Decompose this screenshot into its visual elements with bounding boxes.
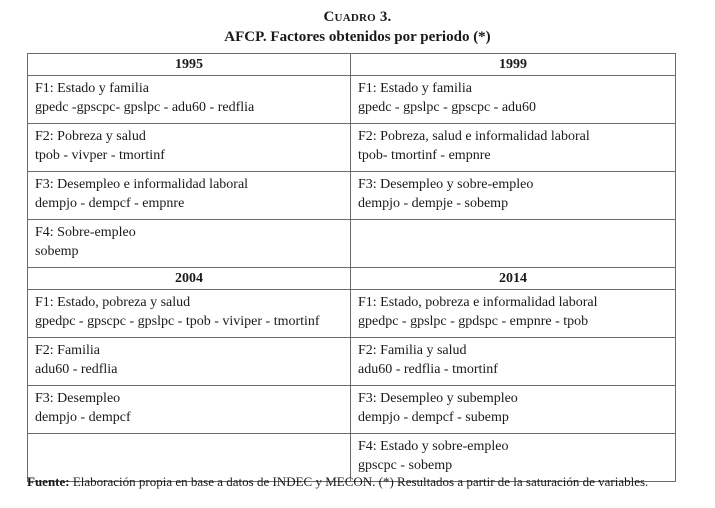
factor-cell <box>351 172 676 220</box>
table-row <box>28 124 676 172</box>
factor-variables: dempjo - dempcf - subemp <box>358 410 509 425</box>
table-title: AFCP. Factores obtenidos por periodo (*) <box>224 29 491 45</box>
factor-variables: tpob- tmortinf - empnre <box>358 148 491 163</box>
factor-cell <box>28 76 351 124</box>
factor-variables: gpscpc - sobemp <box>358 458 453 473</box>
factor-name: F2: Familia <box>35 343 100 358</box>
factor-variables: adu60 - redflia <box>35 362 118 377</box>
factor-variables: tpob - vivper - tmortinf <box>35 148 165 163</box>
factor-name: F3: Desempleo <box>35 391 121 406</box>
factor-variables: gpedc - gpslpc - gpscpc - adu60 <box>358 100 537 115</box>
table-row <box>28 338 676 386</box>
factor-name: F2: Pobreza y salud <box>35 129 146 144</box>
factor-name: F2: Pobreza, salud e informalidad laboral <box>358 129 590 144</box>
factor-name: F4: Sobre-empleo <box>35 225 136 240</box>
factor-variables: gpedc -gpscpc- gpslpc - adu60 - redflia <box>35 100 255 115</box>
factor-name: F2: Familia y salud <box>358 343 467 358</box>
table-number: Cuadro 3. <box>323 9 392 25</box>
factor-cell <box>351 124 676 172</box>
year-header-row <box>28 54 676 76</box>
factor-name: F1: Estado, pobreza y salud <box>35 295 191 310</box>
year-header-2004: 2004 <box>28 268 351 290</box>
factor-cell <box>28 386 351 434</box>
factor-cell <box>28 338 351 386</box>
year-header-1999: 1999 <box>351 54 676 76</box>
factors-table <box>27 53 676 482</box>
factor-variables: gpedpc - gpslpc - gpdspc - empnre - tpob <box>358 314 589 329</box>
factor-name: F4: Estado y sobre-empleo <box>358 439 509 454</box>
factor-variables: sobemp <box>35 244 79 259</box>
factor-variables: dempjo - dempcf <box>35 410 131 425</box>
factor-cell <box>351 338 676 386</box>
year-header-2014: 2014 <box>351 268 676 290</box>
table-row <box>28 220 676 268</box>
factor-variables: dempjo - dempcf - empnre <box>35 196 185 211</box>
source-note <box>27 474 648 490</box>
factor-variables: adu60 - redflia - tmortinf <box>358 362 498 377</box>
factor-cell <box>351 76 676 124</box>
factor-name: F3: Desempleo e informalidad laboral <box>35 177 249 192</box>
year-header-1995: 1995 <box>28 54 351 76</box>
source-label: Fuente: <box>27 474 70 489</box>
factor-cell <box>28 172 351 220</box>
factor-cell <box>28 220 351 268</box>
factor-cell <box>28 124 351 172</box>
source-text: Elaboración propia en base a datos de INDEC y MECON. (*) Resultados a partir de la saturación de variables. <box>72 474 649 489</box>
table-row <box>28 172 676 220</box>
empty-cell <box>351 220 676 268</box>
factor-name: F1: Estado y familia <box>358 81 472 96</box>
factor-cell <box>351 290 676 338</box>
factor-name: F3: Desempleo y subempleo <box>358 391 518 406</box>
year-header-row <box>28 268 676 290</box>
factor-cell <box>351 386 676 434</box>
table-row <box>28 76 676 124</box>
factor-name: F1: Estado y familia <box>35 81 149 96</box>
table-row <box>28 386 676 434</box>
factor-cell <box>28 290 351 338</box>
factor-name: F3: Desempleo y sobre-empleo <box>358 177 534 192</box>
table-row <box>28 290 676 338</box>
factor-variables: dempjo - dempje - sobemp <box>358 196 509 211</box>
factor-name: F1: Estado, pobreza e informalidad laboral <box>358 295 598 310</box>
factor-variables: gpedpc - gpscpc - gpslpc - tpob - viviper - tmortinf <box>35 314 320 329</box>
